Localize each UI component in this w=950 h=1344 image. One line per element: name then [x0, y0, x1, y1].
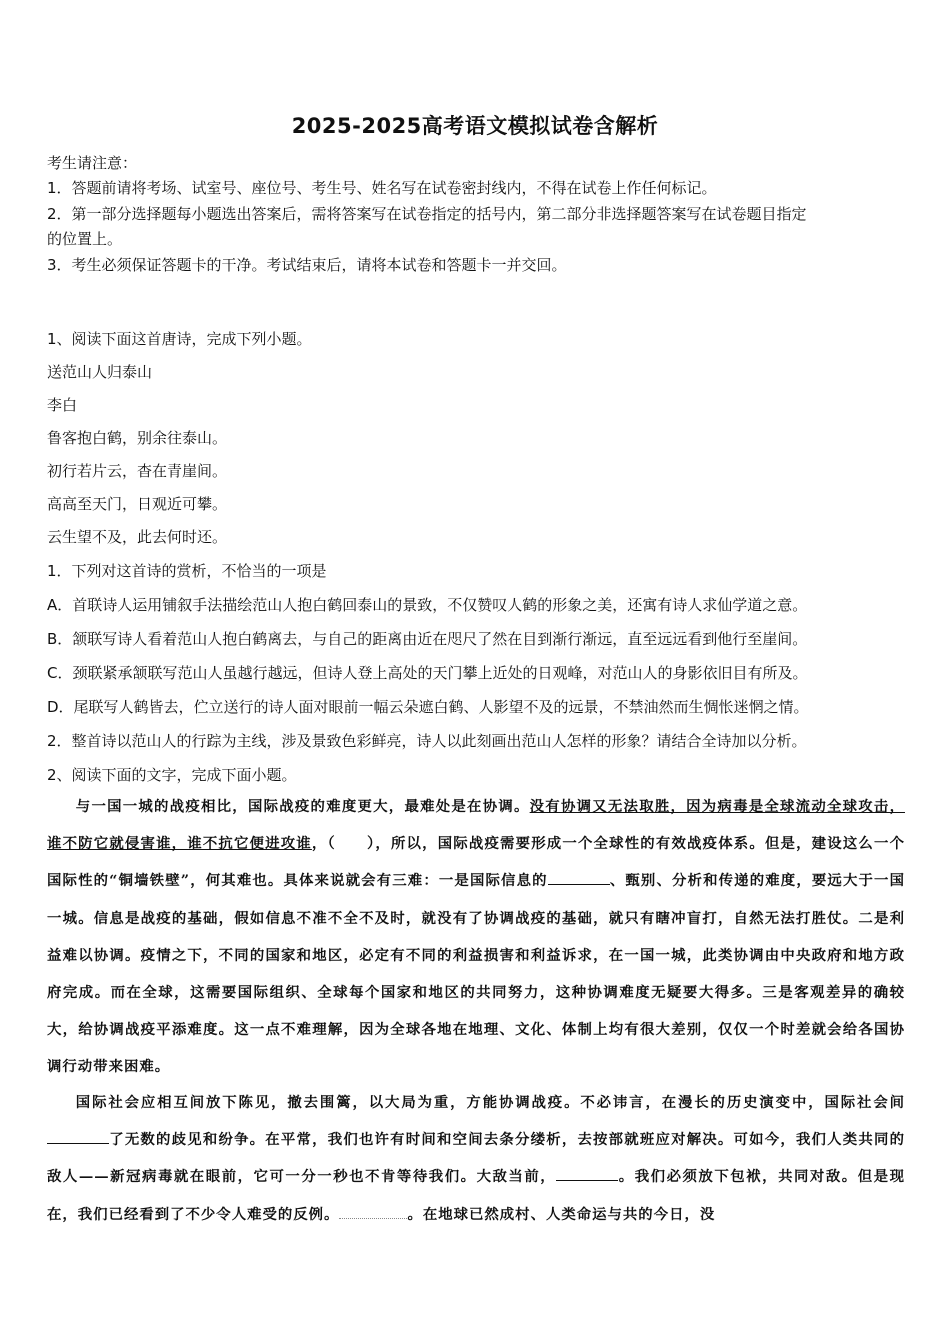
passage-text: 、甄别、分析和传递的难度，要远大于一国一城。信息是战疫的基础，假如信息不准不全不及时，就没有了协调战疫的基础，就只有瞎冲盲打，自然无法打胜仗。二是利益难以协调。疫情之下，不同的国家和地区，必定有不同的利益损害和利益诉求，在一国一城，此类协调由中央政府和地方政府完成。而在全球，这需要国际组织、全球每个国家和地区的共同努力，这种协调难度无疑要大得多。三是客观差异的确较大，给协调战疫平添难度。这一点不难理解，因为全球各地在地理、文化、体制上均有很大差别，仅仅一个时差就会给各国协调行动带来困难。	[47, 872, 905, 1076]
notice-item: 3．考生必须保证答题卡的干净。考试结束后，请将本试卷和答题卡一并交回。	[47, 256, 567, 274]
question-1-prompt: 1、阅读下面这首唐诗，完成下列小题。	[47, 330, 312, 348]
notice-heading: 考生请注意：	[47, 154, 138, 172]
fill-blank	[556, 1179, 618, 1181]
passage-text: ，（ ），所以，国际战疫需要形成一个全球性的有效战疫体系。但是，建设这么一个国际性的“铜墙铁壁”，何其难也。具体来说就会有三难：一是国际信息的	[47, 835, 905, 890]
poem-line: 初行若片云，杳在青崖间。	[47, 462, 228, 480]
sub-question-1: 1．下列对这首诗的赏析，不恰当的一项是	[47, 562, 327, 580]
option-d: D．尾联写人鹤皆去，伫立送行的诗人面对眼前一幅云朵遮白鹤、人影望不及的远景，不禁油然而生惆怅迷惘之情。	[47, 698, 809, 716]
passage-text: 。我们必须放下包袱，共同对敌。但是现在，我们已经看到了不少令人难受的反例。	[47, 1168, 905, 1223]
passage-text: 了无数的歧见和纷争。在平常，我们也许有时间和空间去条分缕析，去按部就班应对解决。可如今，我们人类共同的敌人——新冠病毒就在眼前，它可一分一秒也不肯等待我们。大敌当前，	[47, 1131, 905, 1186]
poem-line: 云生望不及，此去何时还。	[47, 528, 228, 546]
notice-item: 2．第一部分选择题每小题选出答案后，需将答案写在试卷指定的括号内，第二部分非选择题答案写在试卷题目指定	[47, 205, 807, 223]
fill-blank	[47, 1142, 109, 1144]
option-c: C．颈联紧承颔联写范山人虽越行越远，但诗人登上高处的天门攀上近处的日观峰，对范山人的身影依旧目有所及。	[47, 664, 808, 682]
poem-title: 送范山人归泰山	[47, 363, 153, 381]
poem-line: 高高至天门，日观近可攀。	[47, 495, 228, 513]
option-a: A．首联诗人运用铺叙手法描绘范山人抱白鹤回泰山的景致，不仅赞叹人鹤的形象之美，还寓有诗人求仙学道之意。	[47, 596, 808, 614]
passage-text: 。在地球已然成村、人类命运与共的今日，没	[407, 1205, 716, 1223]
underlined-sentence: 没有协调又无法取胜，因为病毒是全球流动全球攻击，谁不防它就侵害谁，谁不抗它便进攻谁	[47, 798, 905, 853]
passage-paragraph-2	[47, 1084, 905, 1233]
sub-question-2: 2．整首诗以范山人的行踪为主线，涉及景致色彩鲜亮，诗人以此刻画出范山人怎样的形象？请结合全诗加以分析。	[47, 732, 807, 750]
question-2-prompt: 2、阅读下面的文字，完成下面小题。	[47, 766, 297, 784]
notice-item: 1．答题前请将考场、试室号、座位号、考生号、姓名写在试卷密封线内，不得在试卷上作任何标记。	[47, 179, 717, 197]
passage-text: 与一国一城的战疫相比，国际战疫的难度更大，最难处是在协调。	[75, 798, 530, 815]
passage-paragraph-1	[47, 788, 905, 1086]
option-b: B．颔联写诗人看着范山人抱白鹤离去，与自己的距离由近在咫尺了然在目到渐行渐远，直至远远看到他行至崖间。	[47, 630, 808, 648]
poem-author: 李白	[47, 396, 78, 414]
fill-blank	[339, 1217, 407, 1219]
poem-line: 鲁客抱白鹤，别余往泰山。	[47, 429, 228, 447]
notice-item: 的位置上。	[47, 230, 123, 248]
passage-text: 国际社会应相互间放下陈见，撤去围篱，以大局为重，方能协调战疫。不必讳言，在漫长的历史演变中，国际社会间	[75, 1094, 905, 1111]
page-title: 2025-2025高考语文模拟试卷含解析	[291, 114, 659, 138]
fill-blank	[548, 883, 610, 885]
